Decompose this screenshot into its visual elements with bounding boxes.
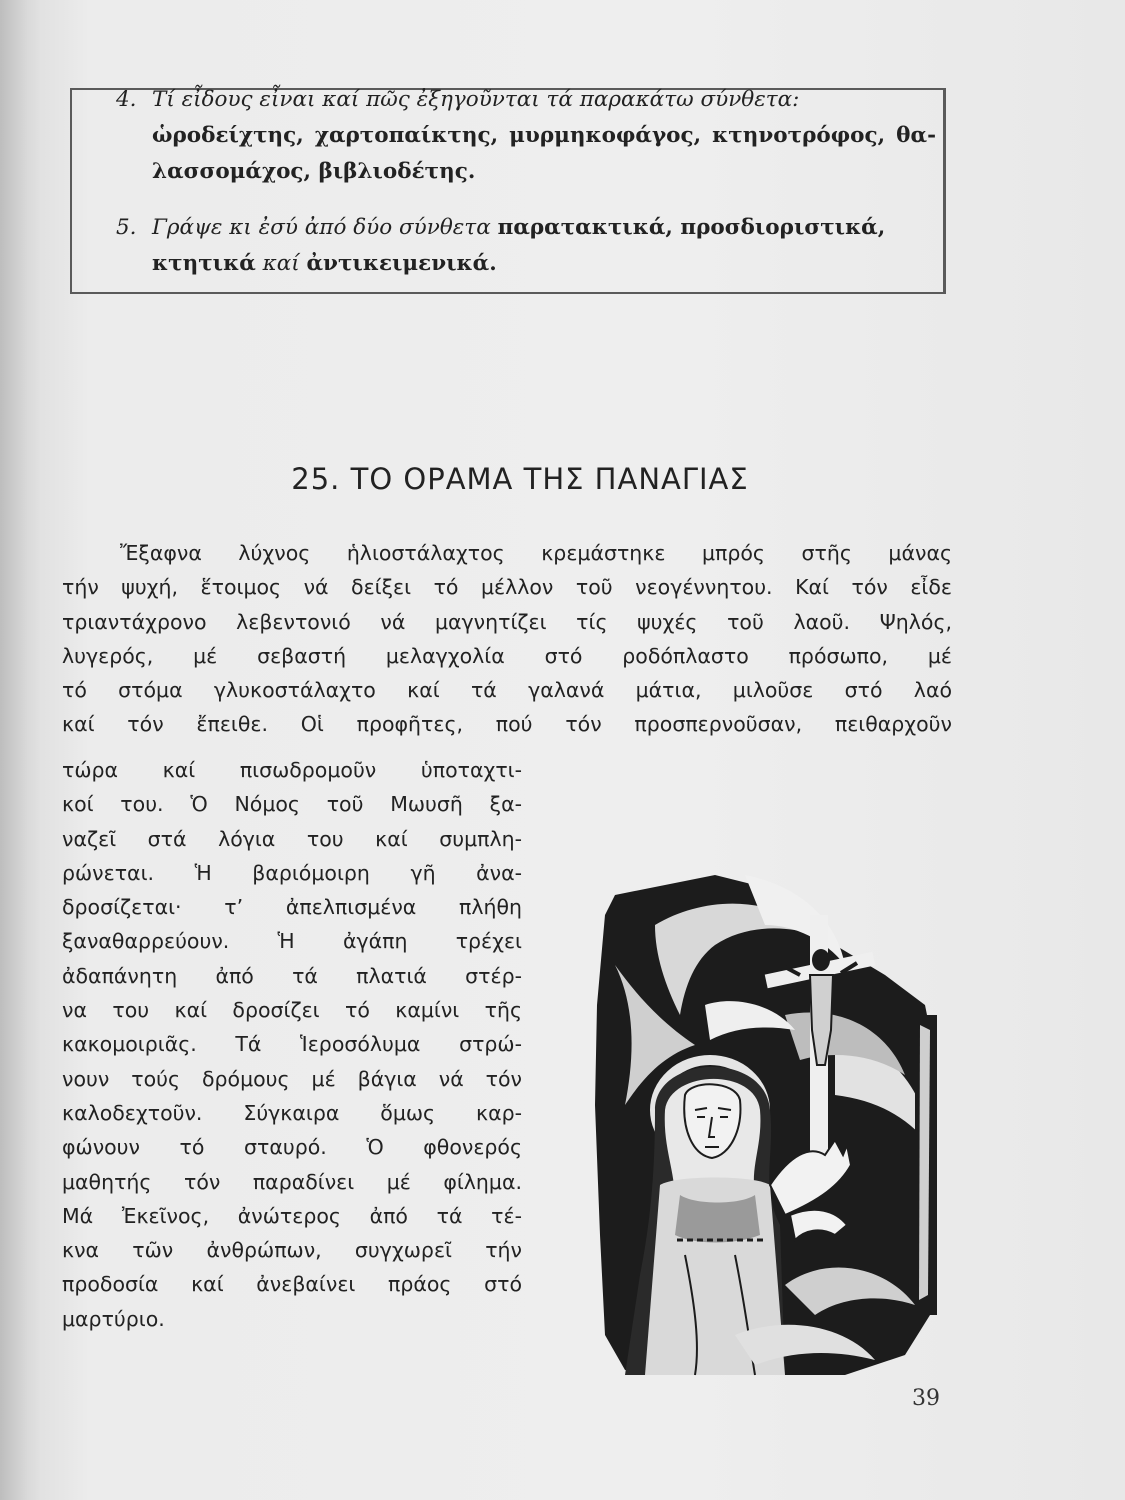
body-line: καλοδεχτοῦν. Σύγκαιρα ὅμως καρ- xyxy=(62,1100,522,1125)
body-full-width-paragraph xyxy=(62,536,952,742)
woodcut-illustration xyxy=(585,855,960,1380)
exercise-5-conj: καί xyxy=(262,251,300,276)
page-number: 39 xyxy=(912,1386,940,1411)
body-line: ναζεῖ στά λόγια του καί συμπλη- xyxy=(62,826,522,851)
exercise-4-terms-line1: ὡροδείχτης, χαρτοπαίκτης, μυρμηκοφάγος, κτηνοτρόφος, θα- xyxy=(152,123,936,148)
body-line: Μά Ἐκεῖνος, ἀνώτερος ἀπό τά τέ- xyxy=(62,1203,522,1228)
exercise-5-number: 5. xyxy=(116,215,137,240)
body-line: κακομοιριᾶς. Τά Ἱεροσόλυμα στρώ- xyxy=(62,1032,522,1057)
exercise-4 xyxy=(116,82,936,190)
body-line: προδοσία καί ἀνεβαίνει πράος στό xyxy=(62,1272,522,1297)
body-line: νουν τούς δρόμους μέ βάγια νά τόν xyxy=(62,1066,522,1091)
body-line: φώνουν τό σταυρό. Ὁ φθονερός xyxy=(62,1135,522,1160)
body-line: τριαντάχρονο λεβεντονιό νά μαγνητίζει τίς ψυχές τοῦ λαοῦ. Ψηλός, xyxy=(62,609,952,634)
exercise-5-terms-c: ἀντικειμενικά. xyxy=(306,251,497,276)
body-line: ἀδαπάνητη ἀπό τά πλατιά στέρ- xyxy=(62,963,522,988)
body-line: ρώνεται. Ἡ βαριόμοιρη γῆ ἀνα- xyxy=(62,860,522,885)
exercise-4-terms-line2: λασσομάχος, βιβλιοδέτης. xyxy=(152,159,476,184)
body-line: τήν ψυχή, ἕτοιμος νά δείξει τό μέλλον τοῦ νεογέννητου. Καί τόν εἶδε xyxy=(62,575,952,600)
body-line: τώρα καί πισωδρομοῦν ὑποταχτι- xyxy=(62,758,522,782)
body-line: λυγερός, μέ σεβαστή μελαγχολία στό ροδόπλαστο πρόσωπο, μέ xyxy=(62,643,952,668)
chapter-title: 25. ΤΟ ΟΡΑΜΑ ΤΗΣ ΠΑΝΑΓΙΑΣ xyxy=(291,462,749,496)
exercise-5-prompt: Γράψε κι ἐσύ ἀπό δύο σύνθετα xyxy=(152,215,491,240)
body-line: μαρτύριο. xyxy=(62,1306,165,1331)
body-line: μαθητής τόν παραδίνει μέ φίλημα. xyxy=(62,1169,522,1194)
body-narrow-column xyxy=(62,753,522,1336)
body-line: καί τόν ἔπειθε. Οἱ προφῆτες, πού τόν προσπερνοῦσαν, πειθαρχοῦν xyxy=(62,712,952,737)
body-line: κοί του. Ὁ Νόμος τοῦ Μωυσῆ ξα- xyxy=(62,792,522,817)
page-gutter-shadow xyxy=(0,0,40,1500)
exercise-5-terms-b: κτητικά xyxy=(152,251,256,276)
body-line: τό στόμα γλυκοστάλαχτο καί τά γαλανά μάτια, μιλοῦσε στό λαό xyxy=(62,678,952,703)
body-line: κνα τῶν ἀνθρώπων, συγχωρεῖ τήν xyxy=(62,1238,522,1263)
exercise-5-terms-a: παρατακτικά, προσδιοριστικά, xyxy=(497,215,886,240)
exercise-4-number: 4. xyxy=(116,87,137,112)
body-line: ξαναθαρρεύουν. Ἡ ἀγάπη τρέχει xyxy=(62,929,522,954)
exercise-5 xyxy=(116,210,936,282)
body-line: Ἔξαφνα λύχνος ἡλιοστάλαχτος κρεμάστηκε μπρός στῆς μάνας xyxy=(120,541,952,565)
body-line: δροσίζεται· τ’ ἀπελπισμένα πλήθη xyxy=(62,895,522,920)
body-line: να του καί δροσίζει τό καμίνι τῆς xyxy=(62,998,522,1023)
exercise-4-prompt: Τί εἶδους εἶναι καί πῶς ἐξηγοῦνται τά παρακάτω σύνθετα: xyxy=(152,87,800,112)
